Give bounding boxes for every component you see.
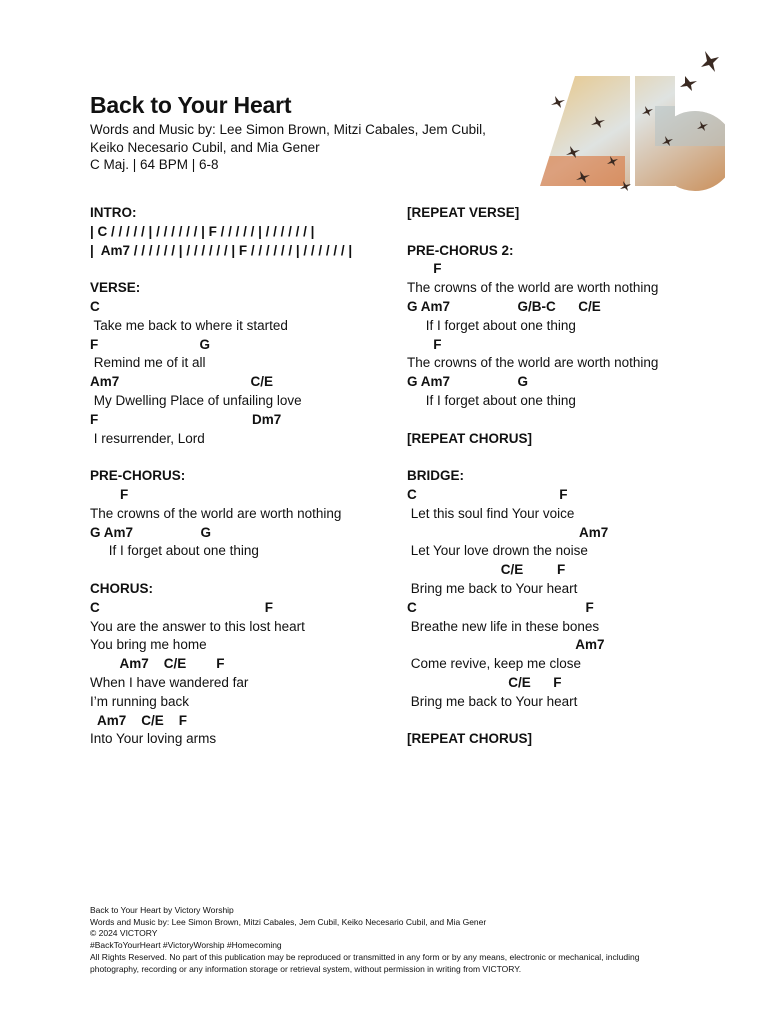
chord-or-heading-line: Am7 C/E F	[90, 656, 225, 672]
chord-or-heading-line: F Dm7	[90, 411, 282, 427]
chord-or-heading-line: C/E F	[407, 674, 562, 690]
chord-or-heading-line: | C / / / / / | / / / / / / | F / / / / / | / / / / / / |	[90, 223, 315, 239]
credits-line: Words and Music by: Lee Simon Brown, Mitzi Cabales, Jem Cubil,	[90, 122, 486, 137]
section-spacer	[90, 260, 390, 279]
lyric-line: Let this soul find Your voice	[407, 505, 575, 521]
song-section	[407, 204, 707, 223]
lyric-line: Remind me of it all	[90, 355, 206, 371]
chord-or-heading-line: C F	[407, 486, 568, 502]
song-section	[407, 242, 707, 411]
rights-notice: All Rights Reserved. No part of this publication may be reproduced or transmitted in any form or by any means, electronic or mechanical, including photography, recording or any information storage or retrieval system, without permission in writing from VICTORY.	[90, 951, 640, 974]
chord-or-heading-line: PRE-CHORUS 2:	[407, 242, 514, 258]
chord-or-heading-line: F	[407, 336, 442, 352]
song-credits	[90, 121, 486, 174]
footer-line: Back to Your Heart by Victory Worship	[90, 905, 234, 915]
lyric-line: When I have wandered far	[90, 674, 249, 690]
copyright-footer	[90, 905, 680, 975]
section-spacer	[407, 712, 707, 731]
chord-or-heading-line: G Am7 G	[90, 524, 212, 540]
song-section	[407, 730, 707, 749]
lyric-line: You bring me home	[90, 637, 207, 653]
left-column	[90, 204, 390, 749]
song-section	[90, 204, 390, 260]
chord-or-heading-line: PRE-CHORUS:	[90, 468, 186, 484]
lyric-line: I’m running back	[90, 693, 190, 709]
chord-or-heading-line: C/E F	[407, 562, 566, 578]
section-spacer	[407, 411, 707, 430]
song-title: Back to Your Heart	[90, 92, 292, 118]
right-column	[407, 204, 707, 749]
song-section	[407, 430, 707, 449]
chord-or-heading-line: [REPEAT CHORUS]	[407, 430, 533, 446]
chord-or-heading-line: [REPEAT VERSE]	[407, 205, 520, 220]
section-spacer	[407, 448, 707, 467]
chord-or-heading-line: C F	[407, 599, 594, 615]
footer-line: #BackToYourHeart #VictoryWorship #Homecoming	[90, 940, 282, 951]
lyric-line: If I forget about one thing	[90, 543, 259, 559]
lyric-line: The crowns of the world are worth nothing	[90, 505, 342, 521]
lyric-line: The crowns of the world are worth nothing	[407, 280, 659, 296]
footer-line: Words and Music by: Lee Simon Brown, Mitzi Cabales, Jem Cubil, Keiko Necesario Cubil, and Mia Gener	[90, 916, 487, 927]
chord-or-heading-line: F	[90, 486, 129, 502]
section-spacer	[90, 448, 390, 467]
chord-or-heading-line: F	[407, 261, 442, 277]
chord-or-heading-line: | Am7 / / / / / / | / / / / / / | F / / / / / / | / / / / / / |	[90, 242, 353, 258]
chord-or-heading-line: F G	[90, 336, 211, 352]
lyric-line: If I forget about one thing	[407, 392, 576, 408]
section-spacer	[407, 223, 707, 242]
song-section	[407, 467, 707, 711]
lyric-line: My Dwelling Place of unfailing love	[90, 392, 302, 408]
chord-or-heading-line: C F	[90, 599, 274, 615]
lyric-line: I resurrender, Lord	[90, 430, 205, 446]
lyric-line: The crowns of the world are worth nothing	[407, 355, 659, 371]
chord-or-heading-line: INTRO:	[90, 205, 137, 220]
lyric-line: Come revive, keep me close	[407, 656, 582, 672]
chord-or-heading-line: Am7	[407, 524, 609, 540]
lyric-line: Bring me back to Your heart	[407, 693, 578, 709]
chord-or-heading-line: G Am7 G	[407, 374, 529, 390]
song-section	[90, 580, 390, 749]
lyric-line: Into Your loving arms	[90, 731, 217, 747]
key-tempo-meter: C Maj. | 64 BPM | 6-8	[90, 157, 219, 172]
chord-or-heading-line: VERSE:	[90, 280, 141, 296]
lyric-line: Breathe new life in these bones	[407, 618, 600, 634]
song-section	[90, 279, 390, 448]
credits-line: Keiko Necesario Cubil, and Mia Gener	[90, 139, 320, 155]
chord-or-heading-line: Am7 C/E	[90, 374, 274, 390]
chord-or-heading-line: CHORUS:	[90, 580, 153, 596]
footer-line: © 2024 VICTORY	[90, 928, 158, 939]
chord-or-heading-line: Am7 C/E F	[90, 712, 188, 728]
lyric-line: Bring me back to Your heart	[407, 580, 578, 596]
chord-or-heading-line: C	[90, 298, 100, 314]
lyric-line: You are the answer to this lost heart	[90, 618, 305, 634]
chord-or-heading-line: G Am7 G/B-C C/E	[407, 298, 601, 314]
lyric-line: If I forget about one thing	[407, 317, 576, 333]
lyric-line: Take me back to where it started	[90, 317, 288, 333]
lyric-line: Let Your love drown the noise	[407, 543, 588, 559]
chord-or-heading-line: Am7	[407, 637, 605, 653]
chord-or-heading-line: BRIDGE:	[407, 468, 464, 484]
song-section	[90, 467, 390, 561]
section-spacer	[90, 561, 390, 580]
chord-or-heading-line: [REPEAT CHORUS]	[407, 731, 533, 747]
birds-album-art-icon	[535, 46, 725, 194]
